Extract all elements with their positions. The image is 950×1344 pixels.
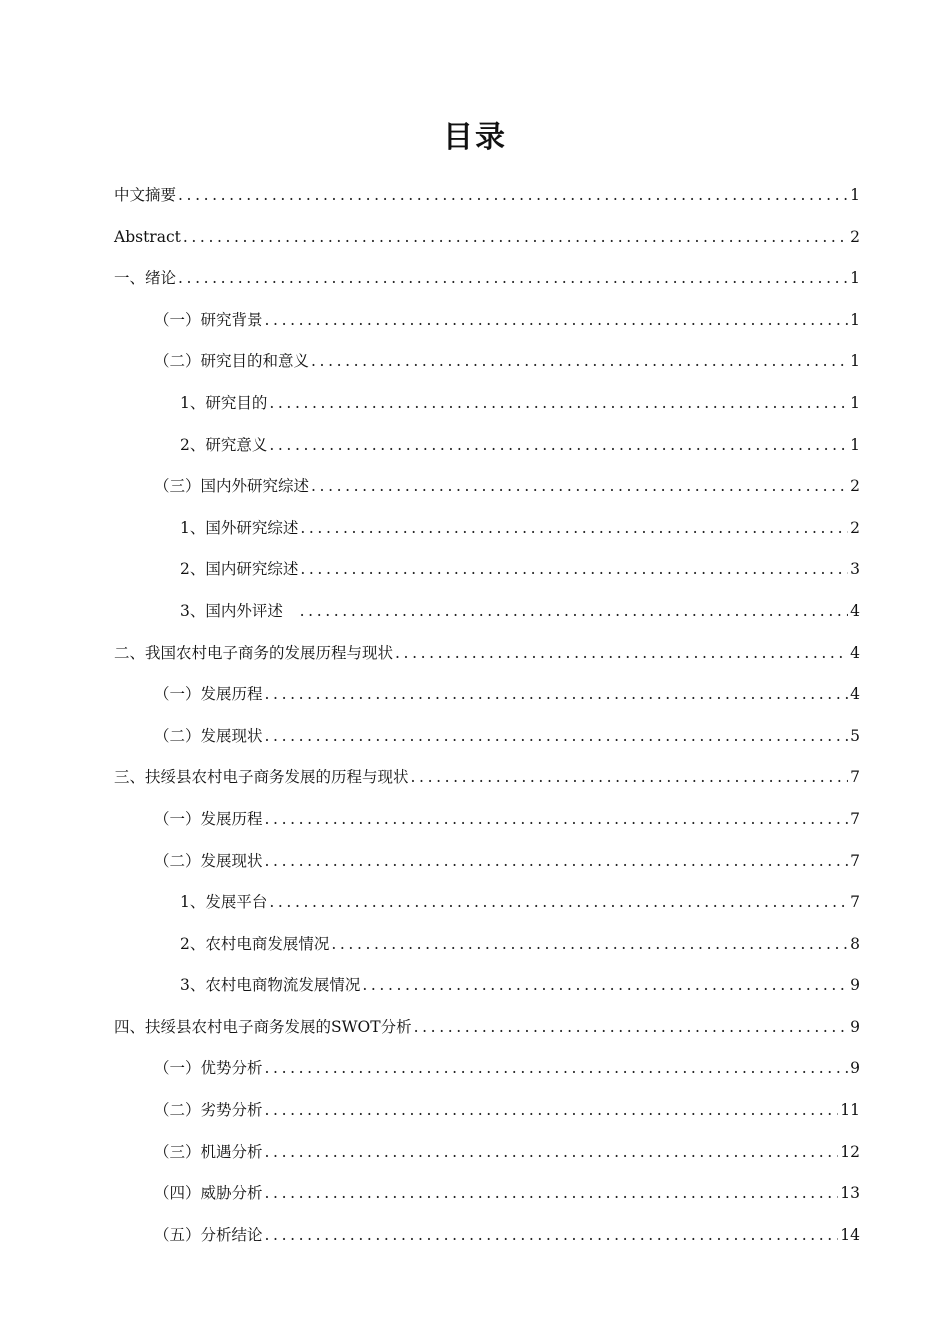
toc-entry-page-number: 14 — [840, 1225, 860, 1244]
toc-dot-leader — [269, 431, 848, 459]
toc-entry-label: （三）国内外研究综述 — [154, 477, 310, 496]
toc-entry-label: 3、国内外评述 — [180, 601, 298, 620]
toc-entry-label: 中文摘要 — [114, 186, 177, 204]
toc-entry-page-number: 7 — [850, 851, 860, 870]
toc-entry-page-number: 11 — [840, 1101, 860, 1120]
toc-entry[interactable] — [114, 555, 860, 597]
toc-entry[interactable] — [114, 763, 860, 805]
toc-entry[interactable] — [114, 597, 860, 639]
toc-entry[interactable] — [114, 1221, 860, 1263]
toc-entry-label: 3、农村电商物流发展情况 — [180, 976, 361, 995]
toc-entry-label: 2、农村电商发展情况 — [180, 934, 330, 953]
toc-entry[interactable] — [114, 680, 860, 722]
toc-entry[interactable] — [114, 1054, 860, 1096]
toc-entry-label: （二）发展现状 — [154, 726, 263, 745]
toc-entry[interactable] — [114, 847, 860, 889]
toc-entry-page-number: 7 — [850, 893, 860, 912]
toc-dot-leader — [265, 680, 848, 708]
toc-dot-leader — [300, 597, 848, 625]
toc-dot-leader — [300, 555, 848, 583]
toc-entry-page-number: 9 — [850, 1017, 860, 1036]
toc-entry-page-number: 1 — [850, 435, 860, 454]
toc-dot-leader — [269, 888, 848, 916]
toc-entry-page-number: 1 — [850, 269, 860, 288]
toc-entry-page-number: 1 — [850, 186, 860, 204]
toc-entry-page-number: 9 — [850, 976, 860, 995]
toc-entry[interactable] — [114, 1013, 860, 1055]
toc-entry[interactable] — [114, 389, 860, 431]
toc-entry-label: 1、研究目的 — [180, 393, 268, 412]
toc-entry-label: 2、国内研究综述 — [180, 560, 299, 579]
toc-dot-leader — [331, 930, 848, 958]
toc-entry[interactable] — [114, 639, 860, 681]
toc-entry-label: （三）机遇分析 — [154, 1142, 263, 1161]
toc-entry-page-number: 8 — [850, 934, 860, 953]
toc-dot-leader — [269, 389, 848, 417]
toc-dot-leader — [265, 805, 848, 833]
toc-entry-label: （一）发展历程 — [154, 685, 263, 704]
toc-entry-page-number: 7 — [850, 768, 860, 787]
toc-entry-label: （二）劣势分析 — [154, 1101, 263, 1120]
toc-dot-leader — [265, 1179, 839, 1207]
toc-entry[interactable] — [114, 805, 860, 847]
toc-dot-leader — [265, 1221, 839, 1249]
toc-entry[interactable] — [114, 722, 860, 764]
toc-entry-page-number: 2 — [850, 477, 860, 496]
toc-entry[interactable] — [114, 347, 860, 389]
toc-dot-leader — [265, 1054, 848, 1082]
toc-entry-label: 一、绪论 — [114, 269, 177, 288]
toc-dot-leader — [311, 472, 848, 500]
toc-entry[interactable] — [114, 306, 860, 348]
toc-dot-leader — [311, 347, 848, 375]
toc-entry-label: （一）发展历程 — [154, 809, 263, 828]
toc-dot-leader — [265, 847, 848, 875]
toc-dot-leader — [265, 1138, 839, 1166]
toc-dot-leader — [300, 514, 848, 542]
toc-dot-leader — [265, 722, 848, 750]
toc-entry-label: 2、研究意义 — [180, 435, 268, 454]
toc-entry[interactable] — [114, 431, 860, 473]
toc-entry[interactable] — [114, 930, 860, 972]
toc-entry-label: （二）研究目的和意义 — [154, 352, 310, 371]
toc-entry[interactable] — [114, 223, 860, 265]
toc-dot-leader — [395, 639, 848, 667]
toc-entry[interactable] — [114, 888, 860, 930]
table-of-contents — [114, 181, 860, 1262]
toc-entry-label: 1、发展平台 — [180, 893, 268, 912]
toc-entry-label: 1、国外研究综述 — [180, 518, 299, 537]
toc-entry-label: （一）优势分析 — [154, 1059, 263, 1078]
toc-entry-page-number: 4 — [850, 643, 860, 662]
toc-entry[interactable] — [114, 514, 860, 556]
toc-entry[interactable] — [114, 264, 860, 306]
toc-entry[interactable] — [114, 1138, 860, 1180]
toc-entry-label: 三、扶绥县农村电子商务发展的历程与现状 — [114, 768, 409, 787]
toc-entry-label: 二、我国农村电子商务的发展历程与现状 — [114, 643, 394, 662]
toc-entry[interactable] — [114, 472, 860, 514]
toc-dot-leader — [414, 1013, 848, 1041]
toc-entry[interactable] — [114, 1179, 860, 1221]
toc-entry-label: （一）研究背景 — [154, 310, 263, 329]
toc-dot-leader — [265, 1096, 839, 1124]
toc-dot-leader — [183, 223, 848, 251]
toc-dot-leader — [178, 181, 848, 209]
toc-entry[interactable] — [114, 1096, 860, 1138]
toc-entry-page-number: 3 — [850, 560, 860, 579]
toc-dot-leader — [178, 264, 848, 292]
toc-entry-label: 四、扶绥县农村电子商务发展的SWOT分析 — [114, 1017, 412, 1036]
toc-entry-page-number: 2 — [850, 518, 860, 537]
toc-entry-page-number: 1 — [850, 393, 860, 412]
toc-entry-page-number: 1 — [850, 310, 860, 329]
toc-entry-page-number: 1 — [850, 352, 860, 371]
toc-entry[interactable] — [114, 181, 860, 223]
toc-entry-label: （五）分析结论 — [154, 1225, 263, 1244]
page-title: 目录 — [443, 120, 507, 155]
toc-dot-leader — [362, 971, 848, 999]
toc-entry-page-number: 4 — [850, 601, 860, 620]
toc-entry-label: Abstract — [114, 227, 181, 246]
toc-dot-leader — [265, 306, 848, 334]
toc-entry-page-number: 7 — [850, 809, 860, 828]
toc-entry-page-number: 9 — [850, 1059, 860, 1078]
toc-entry-page-number: 13 — [840, 1184, 860, 1203]
toc-entry-page-number: 5 — [850, 726, 860, 745]
toc-entry-label: （四）威胁分析 — [154, 1184, 263, 1203]
toc-dot-leader — [411, 763, 848, 791]
toc-entry-page-number: 4 — [850, 685, 860, 704]
toc-entry[interactable] — [114, 971, 860, 1013]
toc-entry-page-number: 12 — [840, 1142, 860, 1161]
toc-entry-label: （二）发展现状 — [154, 851, 263, 870]
toc-entry-page-number: 2 — [850, 227, 860, 246]
